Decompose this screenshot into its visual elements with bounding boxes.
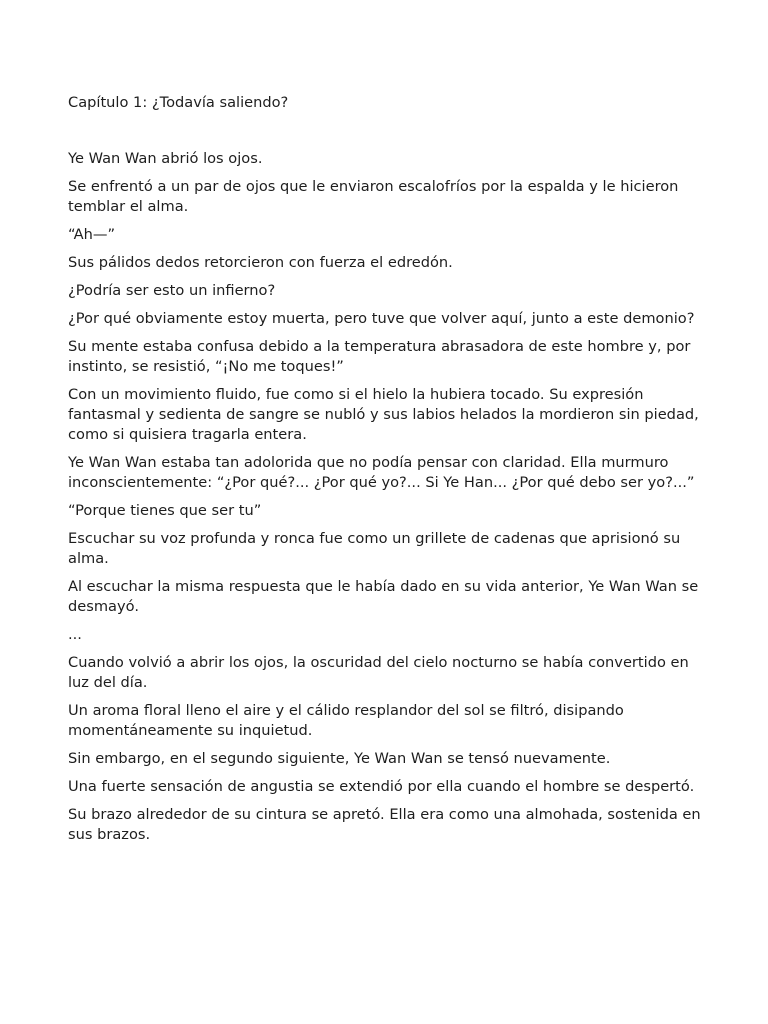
chapter-title: Capítulo 1: ¿Todavía saliendo? (68, 94, 289, 111)
paragraph: Un aroma floral lleno el aire y el cálido resplandor del sol se filtró, disipando momentáneamente su inquietud. (68, 702, 624, 739)
paragraph: Su brazo alrededor de su cintura se apretó. Ella era como una almohada, sostenida en sus brazos. (68, 806, 701, 843)
paragraph: Sin embargo, en el segundo siguiente, Ye Wan Wan se tensó nuevamente. (68, 750, 611, 767)
paragraph: ¿Por qué obviamente estoy muerta, pero tuve que volver aquí, junto a este demonio? (68, 310, 695, 327)
document-page (68, 0, 708, 1024)
paragraph: “Porque tienes que ser tu” (68, 502, 262, 519)
paragraph: Una fuerte sensación de angustia se extendió por ella cuando el hombre se despertó. (68, 778, 695, 795)
chapter-body (68, 149, 708, 853)
paragraph: Sus pálidos dedos retorcieron con fuerza el edredón. (68, 254, 453, 271)
paragraph: Ye Wan Wan estaba tan adolorida que no podía pensar con claridad. Ella murmuro inconscientemente: “¿Por qué?... ¿Por qué yo?... Si Ye Han... ¿Por qué debo ser yo?...” (68, 454, 695, 491)
paragraph: ¿Podría ser esto un infierno? (68, 282, 276, 299)
paragraph: Su mente estaba confusa debido a la temperatura abrasadora de este hombre y, por instinto, se resistió, “¡No me toques!” (68, 338, 691, 375)
paragraph: “Ah—” (68, 226, 116, 243)
scene-break: ... (68, 626, 82, 643)
paragraph: Ye Wan Wan abrió los ojos. (68, 150, 263, 167)
paragraph: Se enfrentó a un par de ojos que le enviaron escalofríos por la espalda y le hicieron temblar el alma. (68, 178, 679, 215)
paragraph: Cuando volvió a abrir los ojos, la oscuridad del cielo nocturno se había convertido en luz del día. (68, 654, 689, 691)
paragraph: Con un movimiento fluido, fue como si el hielo la hubiera tocado. Su expresión fantasmal y sedienta de sangre se nubló y sus labios helados la mordieron sin piedad, como si quisiera tragarla entera. (68, 386, 699, 443)
paragraph: Al escuchar la misma respuesta que le había dado en su vida anterior, Ye Wan Wan se desmayó. (68, 578, 699, 615)
paragraph: Escuchar su voz profunda y ronca fue como un grillete de cadenas que aprisionó su alma. (68, 530, 681, 567)
